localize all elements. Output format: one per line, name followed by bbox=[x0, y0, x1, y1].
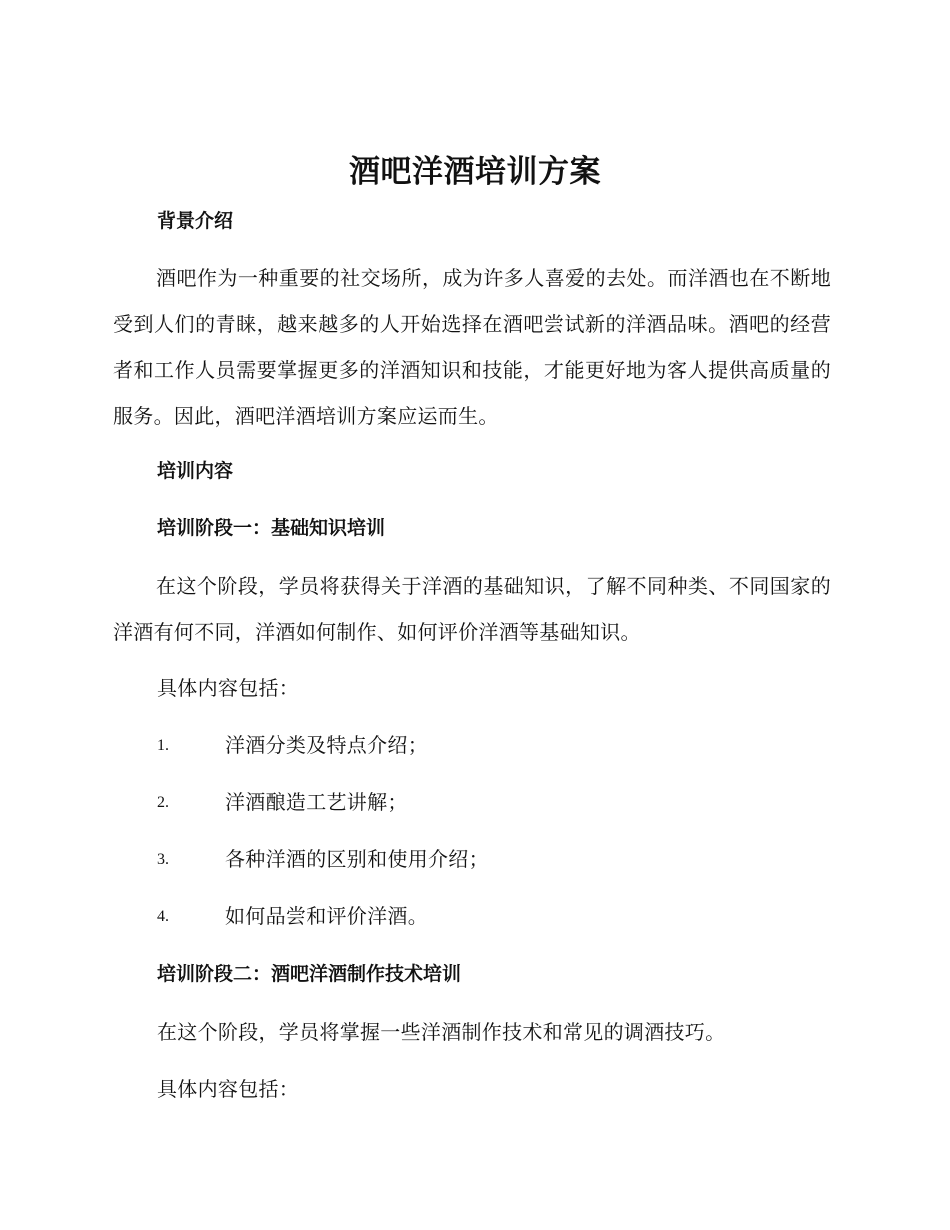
list-item-text: 如何品尝和评价洋酒。 bbox=[225, 904, 428, 928]
list-item bbox=[157, 901, 837, 931]
background-paragraph: 酒吧作为一种重要的社交场所，成为许多人喜爱的去处。而洋酒也在不断地受到人们的青睐，越来越多的人开始选择在酒吧尝试新的洋酒品味。酒吧的经营者和工作人员需要掌握更多的洋酒知识和技能，才能更好地为客人提供高质量的服务。因此，酒吧洋酒培训方案应运而生。 bbox=[113, 266, 831, 428]
list-item-text: 各种洋酒的区别和使用介绍； bbox=[225, 847, 489, 871]
list-item bbox=[157, 787, 837, 817]
list-item-number: 1. bbox=[157, 737, 169, 754]
list-item-number: 4. bbox=[157, 908, 169, 925]
list-item bbox=[157, 730, 837, 760]
list-item-number: 2. bbox=[157, 794, 169, 811]
list-item-text: 洋酒酿造工艺讲解； bbox=[225, 790, 408, 814]
stage2-heading: 培训阶段二：酒吧洋酒制作技术培训 bbox=[157, 963, 462, 985]
stage2-paragraph: 在这个阶段，学员将掌握一些洋酒制作技术和常见的调酒技巧。 bbox=[157, 1020, 726, 1044]
stage1-heading: 培训阶段一：基础知识培训 bbox=[157, 517, 386, 539]
list-item-text: 洋酒分类及特点介绍； bbox=[225, 733, 428, 757]
stage1-paragraph: 在这个阶段，学员将获得关于洋酒的基础知识，了解不同种类、不同国家的洋酒有何不同，洋酒如何制作、如何评价洋酒等基础知识。 bbox=[113, 574, 831, 644]
stage2-list-intro: 具体内容包括： bbox=[157, 1077, 300, 1101]
list-item-number: 3. bbox=[157, 851, 169, 868]
document-title: 酒吧洋酒培训方案 bbox=[349, 154, 601, 190]
stage1-list-intro: 具体内容包括： bbox=[157, 676, 300, 700]
section-heading-background: 背景介绍 bbox=[157, 210, 234, 232]
list-item bbox=[157, 844, 837, 874]
section-heading-training: 培训内容 bbox=[157, 460, 234, 482]
